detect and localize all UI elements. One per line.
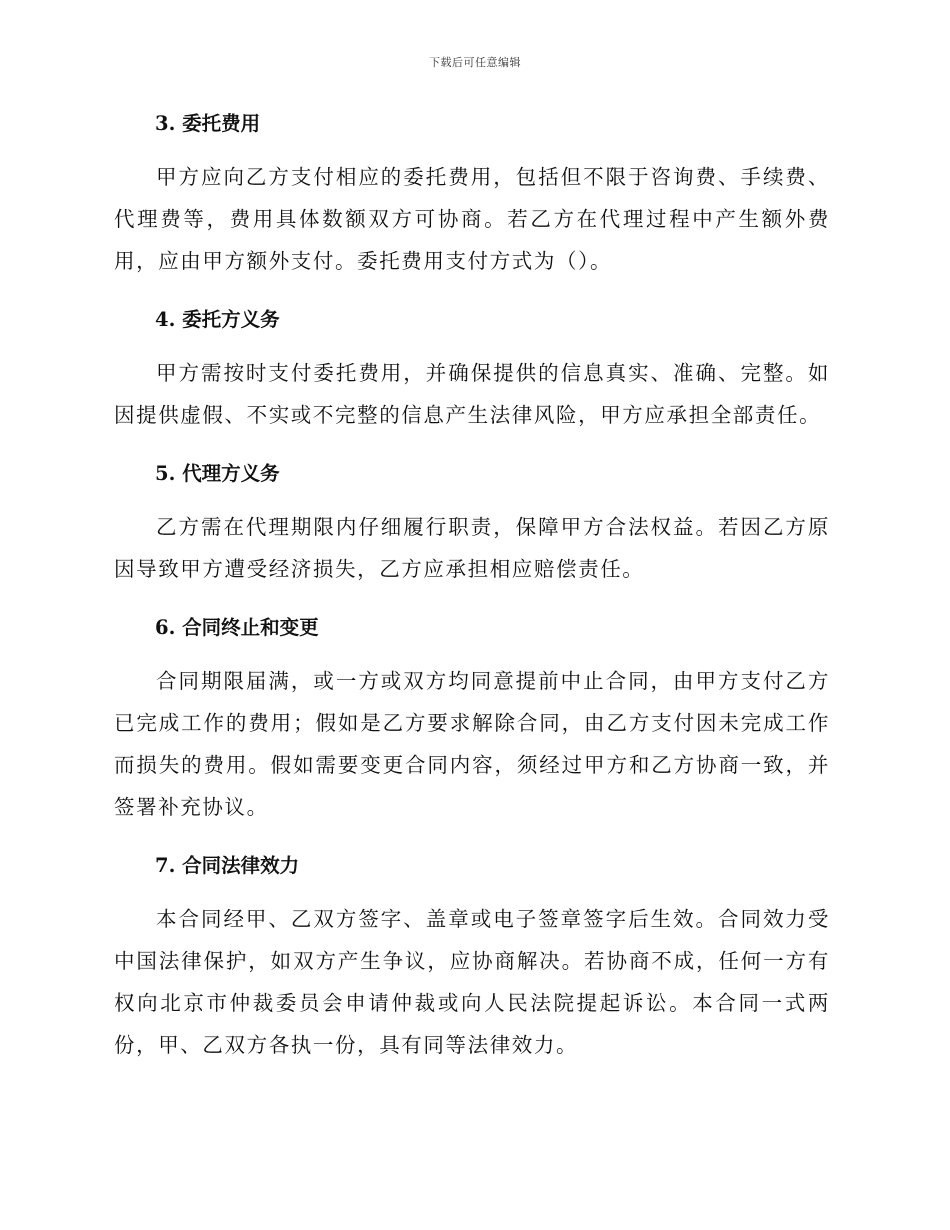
section-entrust-fee bbox=[114, 110, 830, 282]
document-body bbox=[114, 110, 830, 1090]
section-termination-change bbox=[114, 614, 830, 828]
section-heading: 7. 合同法律效力 bbox=[155, 854, 300, 877]
section-paragraph: 合同期限届满，或一方或双方均同意提前中止合同，由甲方支付乙方已完成工作的费用；假如是乙方要求解除合同，由乙方支付因未完成工作而损失的费用。假如需要变更合同内容，须经过甲方和乙方协商一致，并签署补充协议。 bbox=[114, 669, 830, 819]
section-client-obligations bbox=[114, 306, 830, 436]
page-header: 下载后可任意编辑 bbox=[429, 56, 521, 69]
section-paragraph: 乙方需在代理期限内仔细履行职责，保障甲方合法权益。若因乙方原因导致甲方遭受经济损失，乙方应承担相应赔偿责任。 bbox=[114, 515, 830, 581]
section-heading: 6. 合同终止和变更 bbox=[155, 616, 319, 639]
section-heading: 5. 代理方义务 bbox=[155, 462, 280, 485]
section-paragraph: 甲方需按时支付委托费用，并确保提供的信息真实、准确、完整。如因提供虚假、不实或不完整的信息产生法律风险，甲方应承担全部责任。 bbox=[114, 361, 830, 427]
section-heading: 3. 委托费用 bbox=[155, 112, 261, 135]
section-agent-obligations bbox=[114, 460, 830, 590]
section-paragraph: 本合同经甲、乙双方签字、盖章或电子签章签字后生效。合同效力受中国法律保护，如双方产生争议，应协商解决。若协商不成，任何一方有权向北京市仲裁委员会申请仲裁或向人民法院提起诉讼。本合同一式两份，甲、乙双方各执一份，具有同等法律效力。 bbox=[114, 907, 830, 1057]
section-legal-effect bbox=[114, 852, 830, 1066]
section-paragraph: 甲方应向乙方支付相应的委托费用，包括但不限于咨询费、手续费、代理费等，费用具体数额双方可协商。若乙方在代理过程中产生额外费用，应由甲方额外支付。委托费用支付方式为（）。 bbox=[114, 165, 830, 273]
section-heading: 4. 委托方义务 bbox=[155, 308, 280, 331]
